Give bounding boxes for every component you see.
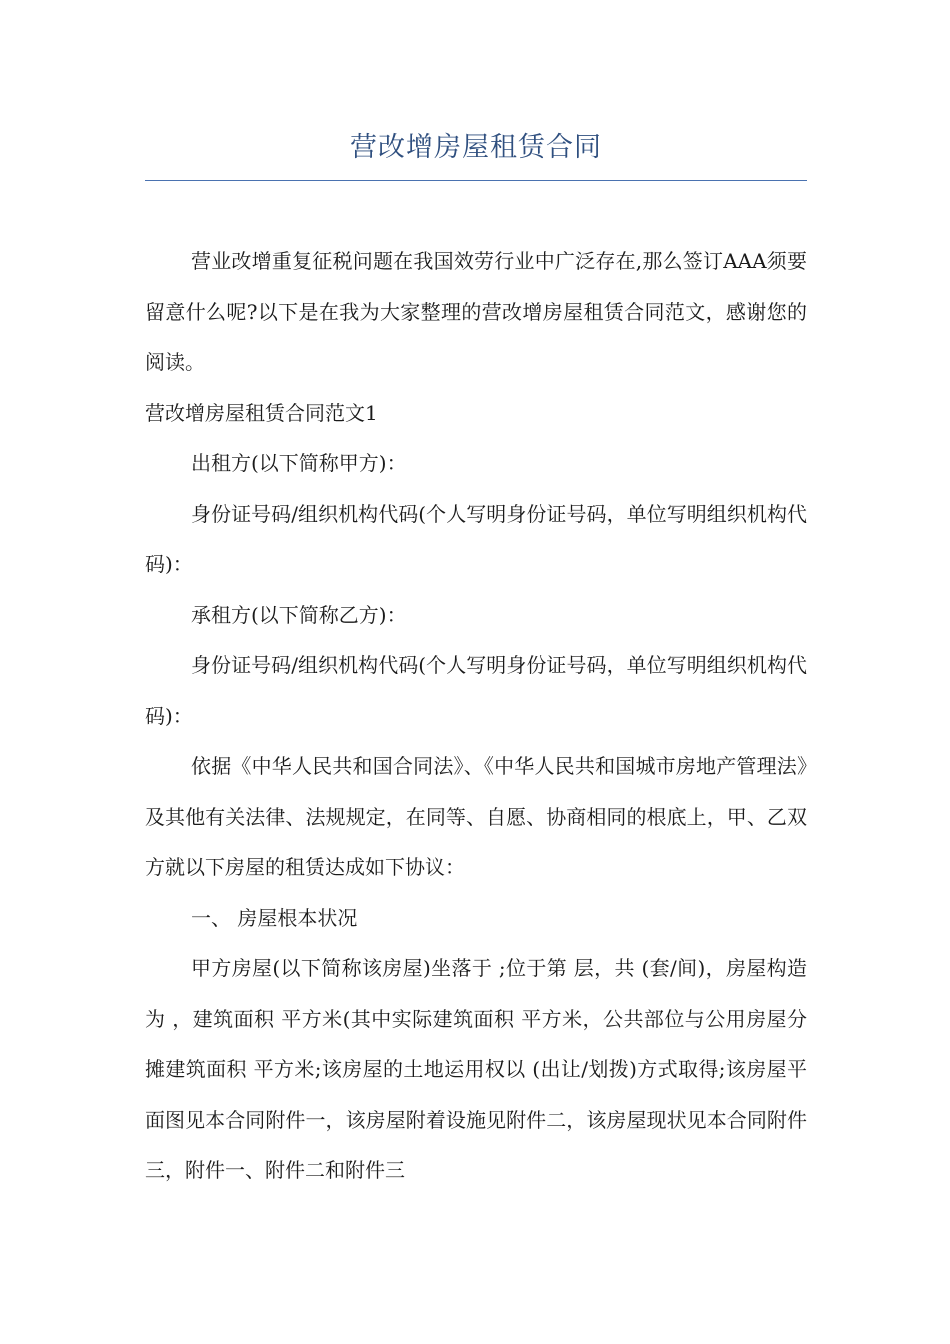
paragraph-intro: 营业改增重复征税问题在我国效劳行业中广泛存在,那么签订AAA须要留意什么呢?以下是在我为大家整理的营改增房屋租赁合同范文，感谢您的阅读。 — [145, 249, 807, 374]
document-body — [145, 236, 807, 1196]
paragraph-lessor-id: 身份证号码/组织机构代码(个人写明身份证号码，单位写明组织机构代码)： — [145, 501, 807, 576]
section-heading-house-status: 一、 房屋根本状况 — [191, 905, 358, 930]
title-underline — [145, 180, 807, 181]
paragraph-house-details: 甲方房屋(以下简称该房屋)坐落于 ;位于第 层，共 (套/间)，房屋构造为 ，建筑面积 平方米(其中实际建筑面积 平方米，公共部位与公用房屋分摊建筑面积 平方米;该房屋的土地运用权以 (出让/划拨)方式取得;该房屋平面图见本合同附件一，该房屋附着设施见附件二，该房屋现状见本合同附件三，附件一、附件二和附件三 — [145, 956, 807, 1182]
document-title: 营改增房屋租赁合同 — [350, 132, 602, 163]
paragraph-heading-sample-1: 营改增房屋租赁合同范文1 — [145, 400, 378, 425]
paragraph-lessee: 承租方(以下简称乙方)： — [191, 602, 407, 627]
paragraph-legal-basis: 依据《中华人民共和国合同法》、《中华人民共和国城市房地产管理法》及其他有关法律、法规规定，在同等、自愿、协商相同的根底上，甲、乙双方就以下房屋的租赁达成如下协议： — [145, 754, 807, 879]
paragraph-lessor: 出租方(以下简称甲方)： — [191, 451, 407, 475]
paragraph-lessee-id: 身份证号码/组织机构代码(个人写明身份证号码，单位写明组织机构代码)： — [145, 653, 807, 728]
